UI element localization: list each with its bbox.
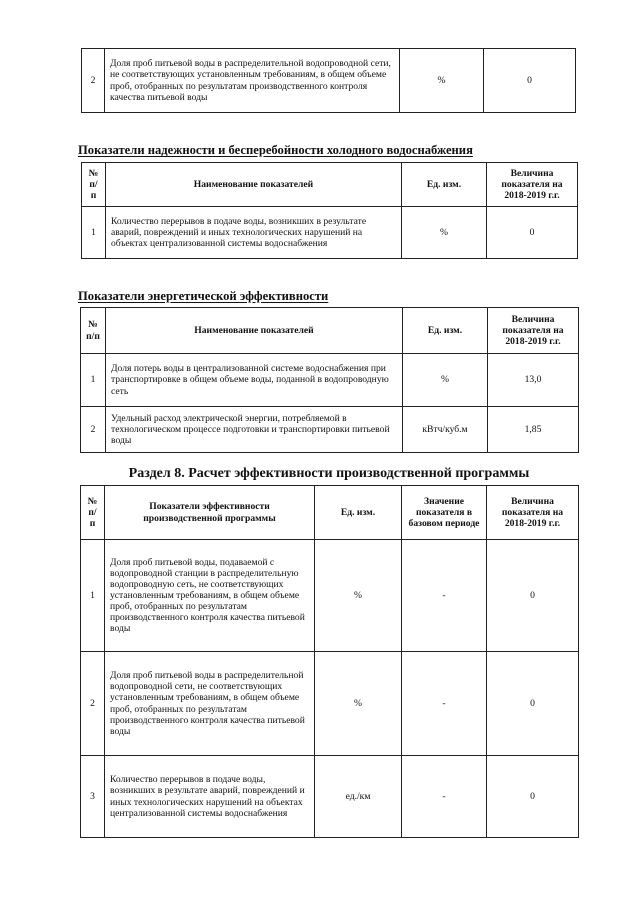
header-unit: Ед. изм. <box>315 486 402 540</box>
table-row <box>82 207 578 259</box>
table-row <box>81 540 579 652</box>
row-number: 2 <box>81 407 106 453</box>
header-value: Величина показателя на 2018-2019 г.г. <box>487 486 579 540</box>
unit-cell: % <box>315 540 402 652</box>
value-cell: 0 <box>487 652 579 756</box>
indicator-name: Доля проб питьевой воды в распределительной водопроводной сети, не соответствующих установленным требованиям, в общем объеме проб, отобранных по результатам производственного контроля качества питьевой воды <box>105 652 315 756</box>
base-value-cell: - <box>402 540 487 652</box>
base-value-cell: - <box>402 756 487 838</box>
header-name: Наименование показателей <box>106 308 403 354</box>
indicator-name: Удельный расход электрической энергии, потребляемой в технологическом процессе подготовки и транспортировки питьевой воды <box>106 407 403 453</box>
header-value: Величина показателя на 2018-2019 г.г. <box>488 308 579 354</box>
reliability-table <box>81 162 578 259</box>
header-value: Величина показателя на 2018-2019 г.г. <box>487 163 578 207</box>
value-cell: 13,0 <box>488 354 579 407</box>
table-header-row <box>81 486 579 540</box>
row-number: 1 <box>81 354 106 407</box>
table-header-row <box>81 308 579 354</box>
table-row <box>81 407 579 453</box>
header-base: Значение показателя в базовом периоде <box>402 486 487 540</box>
indicator-name: Доля проб питьевой воды в распределительной водопроводной сети, не соответствующих установленным требованиям, в общем объеме проб, отобранных по результатам производственного контроля качества питьевой воды <box>105 49 400 113</box>
base-value-cell: - <box>402 652 487 756</box>
unit-cell: кВтч/куб.м <box>403 407 488 453</box>
unit-cell: % <box>315 652 402 756</box>
value-cell: 0 <box>484 49 576 113</box>
reliability-heading: Показатели надежности и бесперебойности холодного водоснабжения <box>78 143 473 157</box>
table-row <box>81 756 579 838</box>
energy-heading: Показатели энергетической эффективности <box>78 289 329 303</box>
row-number: 1 <box>82 207 106 259</box>
energy-table <box>80 307 579 453</box>
indicator-name: Доля потерь воды в централизованной системе водоснабжения при транспортировке в общем объеме воды, поданной в водопроводную сеть <box>106 354 403 407</box>
header-number: № п/п <box>82 163 106 207</box>
unit-cell: % <box>402 207 487 259</box>
unit-cell: % <box>400 49 484 113</box>
indicator-name: Доля проб питьевой воды, подаваемой с водопроводной станции в распределительную водопроводную сеть, не соответствующих установленным требованиям, в общем объеме проб, отобранных по результатам производственного контроля качества питьевой воды <box>105 540 315 652</box>
indicator-name: Количество перерывов в подаче воды, возникших в результате аварий, повреждений и иных технологических нарушений на объектах централизованной системы водоснабжения <box>105 756 315 838</box>
header-number: № п/п <box>81 486 105 540</box>
value-cell: 0 <box>487 540 579 652</box>
section-8-title: Раздел 8. Расчет эффективности производственной программы <box>128 466 530 481</box>
table-row <box>82 49 576 113</box>
indicator-name: Количество перерывов в подаче воды, возникших в результате аварий, повреждений и иных технологических нарушений на объектах централизованной системы водоснабжения <box>106 207 402 259</box>
header-name: Наименование показателей <box>106 163 402 207</box>
value-cell: 1,85 <box>488 407 579 453</box>
row-number: 2 <box>82 49 105 113</box>
row-number: 2 <box>81 652 105 756</box>
unit-cell: ед./км <box>315 756 402 838</box>
value-cell: 0 <box>487 207 578 259</box>
unit-cell: % <box>403 354 488 407</box>
row-number: 3 <box>81 756 105 838</box>
header-unit: Ед. изм. <box>402 163 487 207</box>
table-header-row <box>82 163 578 207</box>
header-number: № п/п <box>81 308 106 354</box>
value-cell: 0 <box>487 756 579 838</box>
table-row <box>81 354 579 407</box>
header-unit: Ед. изм. <box>403 308 488 354</box>
efficiency-table <box>80 485 579 838</box>
table-row <box>81 652 579 756</box>
row-number: 1 <box>81 540 105 652</box>
top-table <box>81 48 576 113</box>
header-name: Показатели эффективности производственной программы <box>105 486 315 540</box>
